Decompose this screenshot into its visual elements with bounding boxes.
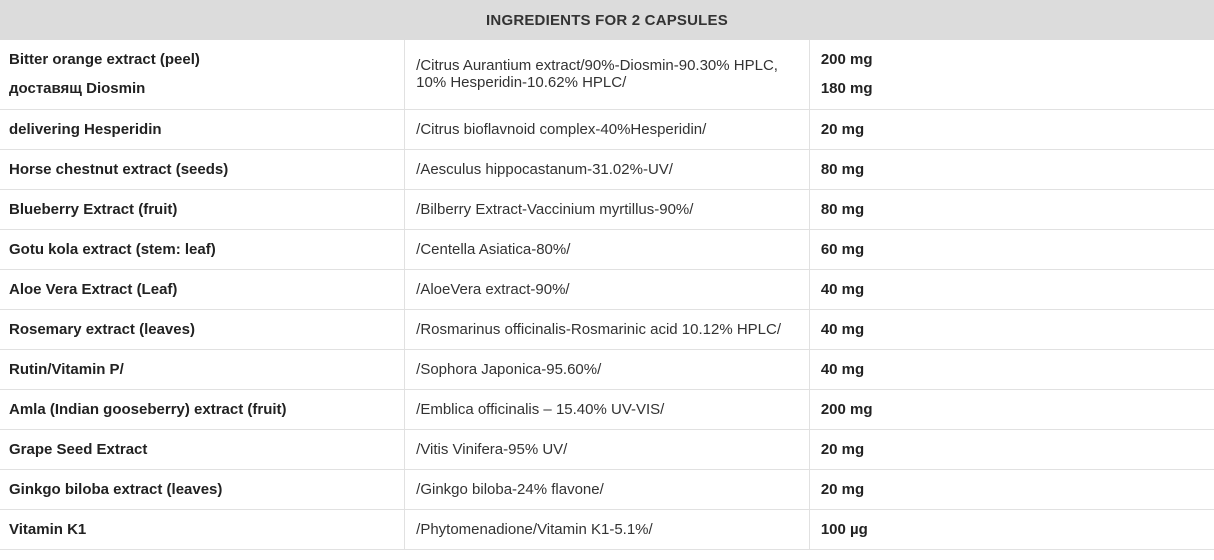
ingredient-description: /Phytomenadione/Vitamin K1-5.1%/ [405,509,810,549]
table-row [0,469,1214,509]
ingredient-name: Amla (Indian gooseberry) extract (fruit) [0,389,405,429]
table-row [0,189,1214,229]
table-row [0,509,1214,549]
ingredient-amount: 80 mg [809,189,1214,229]
ingredient-name: Vitamin K1 [0,509,405,549]
ingredient-amount-line: 180 mg [820,80,873,98]
ingredient-name: Gotu kola extract (stem: leaf) [0,229,405,269]
ingredient-name: Rosemary extract (leaves) [0,309,405,349]
table-row [0,109,1214,149]
ingredient-name: delivering Hesperidin [0,109,405,149]
table-row [0,229,1214,269]
ingredient-name: Horse chestnut extract (seeds) [0,149,405,189]
ingredient-amount: 40 mg [809,309,1214,349]
ingredient-description: /Bilberry Extract-Vaccinium myrtillus-90%/ [405,189,810,229]
table-title: INGREDIENTS FOR 2 CAPSULES [0,0,1214,40]
ingredient-name: Rutin/Vitamin P/ [0,349,405,389]
ingredient-description: /Vitis Vinifera-95% UV/ [405,429,810,469]
ingredient-description: /Aesculus hippocastanum-31.02%-UV/ [405,149,810,189]
ingredient-name: Ginkgo biloba extract (leaves) [0,469,405,509]
table-body [0,40,1214,549]
table-row [0,269,1214,309]
table-row [0,309,1214,349]
ingredient-description: /Sophora Japonica-95.60%/ [405,349,810,389]
ingredient-amount: 200 mg [809,389,1214,429]
ingredient-name: Aloe Vera Extract (Leaf) [0,269,405,309]
ingredient-amount: 40 mg [809,349,1214,389]
ingredient-description: /Citrus Aurantium extract/90%-Diosmin-90.30% HPLC, 10% Hesperidin-10.62% HPLC/ [405,40,810,109]
ingredient-name [0,40,405,109]
table-row [0,389,1214,429]
ingredient-name: Blueberry Extract (fruit) [0,189,405,229]
table-row [0,40,1214,109]
ingredient-description: /Ginkgo biloba-24% flavone/ [405,469,810,509]
ingredient-description: /Citrus bioflavnoid complex-40%Hesperidin/ [405,109,810,149]
ingredient-amount: 40 mg [809,269,1214,309]
ingredient-amount: 20 mg [809,469,1214,509]
ingredient-amount-line: 200 mg [820,51,873,69]
ingredient-amount: 20 mg [809,109,1214,149]
ingredient-description: /Rosmarinus officinalis-Rosmarinic acid 10.12% HPLC/ [405,309,810,349]
ingredient-amount: 20 mg [809,429,1214,469]
table-row [0,429,1214,469]
ingredient-amount: 60 mg [809,229,1214,269]
ingredient-name: Grape Seed Extract [0,429,405,469]
ingredient-amount: 80 mg [809,149,1214,189]
ingredient-description: /Centella Asiatica-80%/ [405,229,810,269]
ingredient-name-line: доставящ Diosmin [9,80,146,98]
ingredient-name-line: Bitter orange extract (peel) [9,51,200,69]
ingredient-amount: 100 µg [809,509,1214,549]
table-row [0,349,1214,389]
ingredient-amount [809,40,1214,109]
table-row [0,149,1214,189]
table-header-row [0,0,1214,40]
ingredient-description: /AloeVera extract-90%/ [405,269,810,309]
ingredient-description: /Emblica officinalis – 15.40% UV-VIS/ [405,389,810,429]
